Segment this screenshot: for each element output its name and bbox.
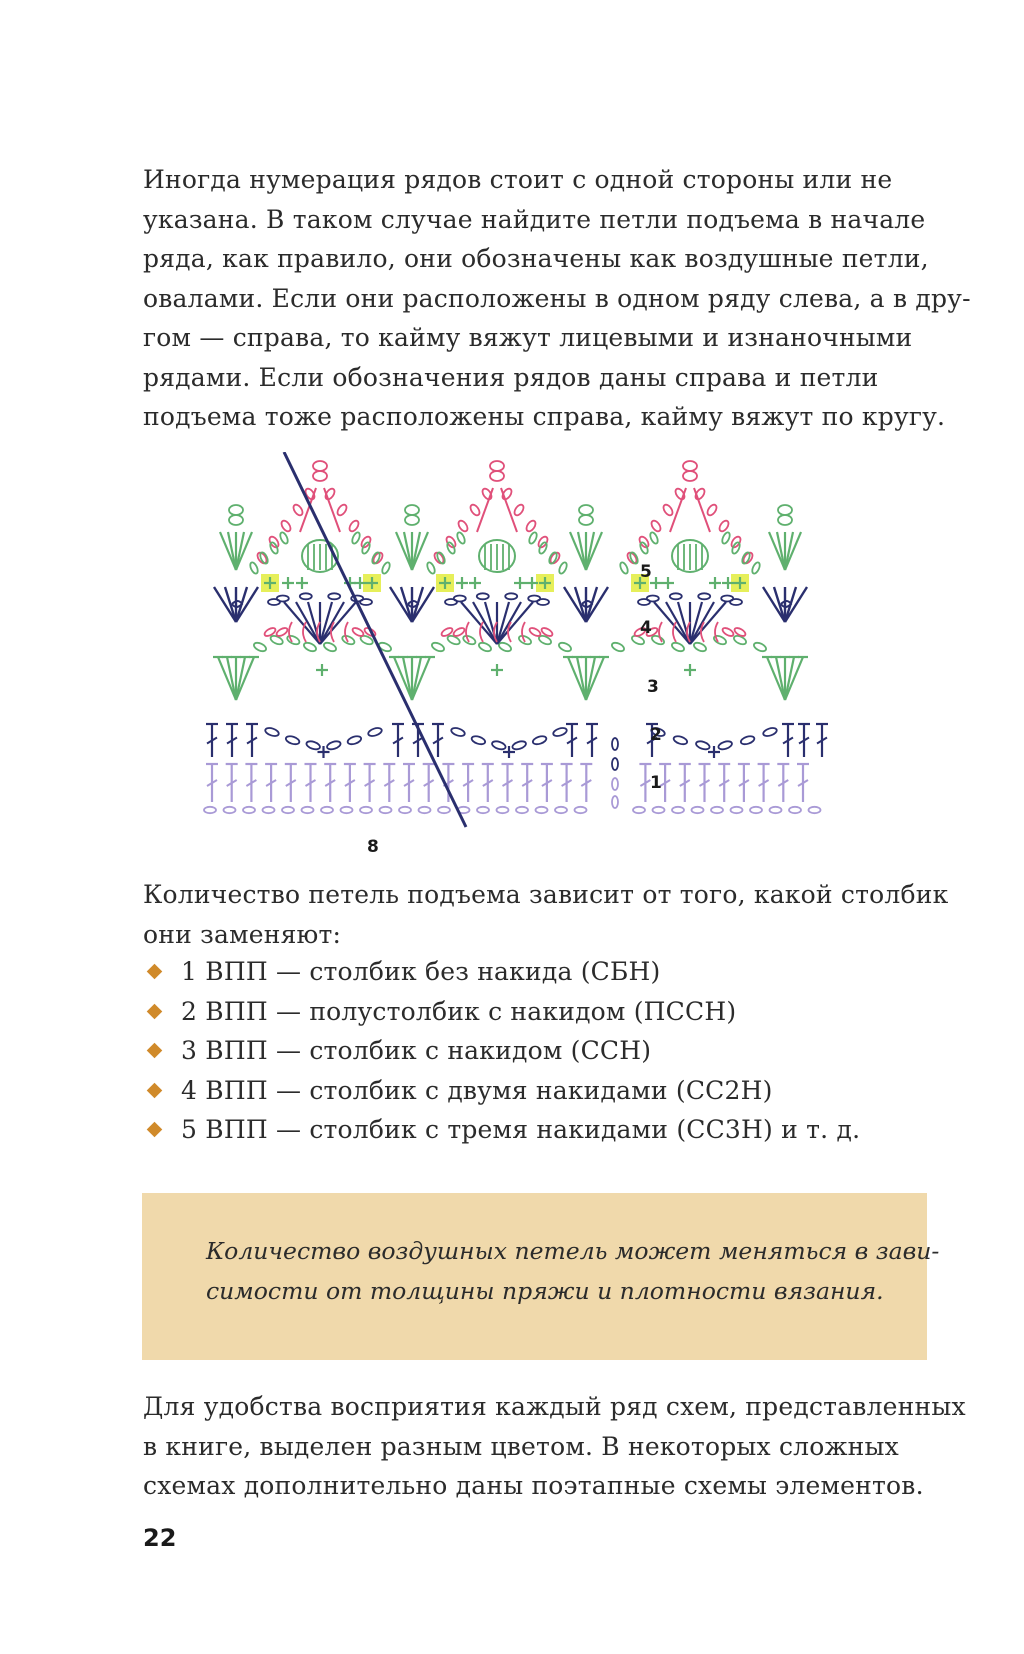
- dc-stitch-icon: [218, 657, 236, 700]
- chain-stitch-icon: [497, 807, 509, 813]
- chain-stitch-icon: [491, 740, 506, 751]
- chain-stitch-icon: [730, 599, 742, 605]
- chain-stitch-icon: [380, 807, 392, 813]
- tr-stitch-icon: [570, 532, 586, 570]
- stitch-paragraph: [143, 875, 949, 954]
- chain-stitch-icon: [419, 807, 431, 813]
- chain-stitch-icon: [477, 807, 489, 813]
- chain-stitch-icon: [692, 807, 704, 813]
- chain-stitch-icon: [456, 531, 467, 544]
- chain-stitch-icon: [505, 593, 517, 599]
- chain-stitch-icon: [671, 641, 686, 653]
- picot-icon: [345, 622, 348, 642]
- chain-stitch-icon: [436, 551, 447, 564]
- picot-icon: [683, 461, 697, 471]
- text-line: Иногда нумерация рядов стоит с одной стороны или не: [143, 165, 893, 194]
- chain-stitch-icon: [633, 807, 645, 813]
- repeat-label: 8: [367, 837, 379, 857]
- chain-stitch-icon: [612, 758, 618, 770]
- chain-stitch-icon: [259, 551, 270, 564]
- dc-stitch-icon: [586, 657, 604, 700]
- text-line: в книге, выделен разным цветом. В некоторых сложных: [143, 1431, 899, 1461]
- picot-icon: [313, 471, 327, 481]
- chain-stitch-icon: [336, 503, 349, 517]
- chain-stitch-icon: [511, 740, 526, 751]
- note-text: [206, 1231, 939, 1311]
- chain-stitch-icon: [612, 738, 618, 750]
- picot-icon: [405, 515, 419, 525]
- chain-stitch-icon: [528, 531, 539, 544]
- text-line: овалами. Если они расположены в одном ряду слева, а в дру-: [143, 283, 971, 313]
- chain-stitch-icon: [360, 807, 372, 813]
- chain-stitch-icon: [243, 807, 255, 813]
- chain-stitch-icon: [399, 807, 411, 813]
- chain-stitch-icon: [292, 503, 305, 517]
- picot-icon: [229, 515, 243, 525]
- dc-stitch-icon: [403, 657, 412, 700]
- chain-stitch-icon: [341, 807, 353, 813]
- chain-stitch-icon: [693, 641, 708, 653]
- chain-stitch-icon: [249, 561, 260, 574]
- chain-stitch-icon: [326, 740, 341, 751]
- chain-stitch-icon: [279, 531, 290, 544]
- row-label-5: 5: [640, 562, 652, 582]
- picot-icon: [490, 471, 504, 481]
- picot-icon: [778, 505, 792, 515]
- text-line: указана. В таком случае найдите петли подъема в начале: [143, 204, 926, 234]
- chain-stitch-icon: [809, 807, 821, 813]
- bullet-diamond-icon: [147, 1003, 163, 1019]
- text-line: подъема тоже расположены справа, кайму вяжут по кругу.: [143, 402, 946, 431]
- chain-stitch-icon: [341, 634, 356, 646]
- chain-stitch-icon: [303, 641, 318, 653]
- chain-stitch-icon: [285, 735, 300, 746]
- chain-stitch-icon: [286, 634, 301, 646]
- chain-stitch-icon: [558, 641, 573, 653]
- chain-stitch-icon: [513, 503, 526, 517]
- chain-stitch-icon: [431, 641, 446, 653]
- chain-stitch-icon: [275, 626, 288, 637]
- note-box: [142, 1193, 940, 1360]
- chain-stitch-icon: [498, 641, 513, 653]
- dc-stitch-icon: [568, 657, 586, 700]
- chain-stitch-icon: [647, 595, 659, 601]
- crochet-diagram: [200, 452, 860, 862]
- chain-stitch-icon: [717, 740, 732, 751]
- chain-stitch-icon: [367, 727, 382, 738]
- row-label-1: 1: [650, 773, 662, 793]
- chain-stitch-icon: [328, 593, 340, 599]
- chain-stitch-icon: [649, 531, 660, 544]
- tr-stitch-icon: [785, 587, 807, 622]
- chain-stitch-icon: [426, 561, 437, 574]
- chain-stitch-icon: [672, 807, 684, 813]
- chain-stitch-icon: [695, 740, 710, 751]
- dc-stitch-icon: [577, 657, 586, 700]
- chain-stitch-icon: [552, 727, 567, 738]
- chain-stitch-icon: [454, 595, 466, 601]
- list-item: 2 ВПП — полустолбик с накидом (ПССН): [143, 992, 860, 1032]
- tr-stitch-icon: [578, 532, 586, 570]
- dc-stitch-icon: [394, 657, 412, 700]
- dc-stitch-icon: [236, 657, 254, 700]
- chain-stitch-icon: [751, 561, 762, 574]
- chain-stitch-icon: [282, 807, 294, 813]
- chain-stitch-icon: [612, 796, 618, 808]
- chain-stitch-icon: [612, 778, 618, 790]
- chain-stitch-icon: [548, 551, 559, 564]
- text-line: схемах дополнительно даны поэтапные схемы элементов.: [143, 1471, 924, 1500]
- tr-stitch-icon: [396, 532, 412, 570]
- dc-stitch-icon: [785, 657, 803, 700]
- chain-stitch-icon: [721, 626, 734, 637]
- chain-stitch-icon: [457, 519, 470, 533]
- dc-stitch-icon: [586, 657, 595, 700]
- chain-stitch-icon: [224, 807, 236, 813]
- chain-stitch-icon: [558, 561, 569, 574]
- chain-stitch-icon: [753, 641, 768, 653]
- dc-stitch-icon: [236, 657, 245, 700]
- chain-stitch-icon: [721, 531, 732, 544]
- chain-stitch-icon: [438, 807, 450, 813]
- tr-stitch-icon: [575, 587, 586, 622]
- chain-stitch-icon: [323, 641, 338, 653]
- bullet-diamond-icon: [147, 1082, 163, 1098]
- tr-stitch-icon: [412, 532, 428, 570]
- picot-icon: [522, 622, 525, 642]
- picot-icon: [778, 515, 792, 525]
- list-item: 3 ВПП — столбик с накидом (ССН): [143, 1031, 860, 1071]
- chain-stitch-icon: [629, 551, 640, 564]
- page-number: 22: [143, 1524, 177, 1552]
- bullet-diamond-icon: [147, 964, 163, 980]
- tr-stitch-icon: [236, 587, 258, 622]
- list-item: 5 ВПП — столбик с тремя накидами (СС3Н) и т. д.: [143, 1110, 860, 1150]
- picot-icon: [579, 505, 593, 515]
- chain-stitch-icon: [750, 807, 762, 813]
- tr-stitch-icon: [785, 532, 801, 570]
- chain-stitch-icon: [462, 634, 477, 646]
- diagram-symbols: [204, 461, 828, 813]
- tr-stitch-icon: [401, 587, 412, 622]
- chain-stitch-icon: [280, 519, 293, 533]
- dc-stitch-icon: [412, 657, 421, 700]
- chain-stitch-icon: [347, 735, 362, 746]
- tr-stitch-icon: [220, 532, 236, 570]
- dc-stitch-icon: [412, 657, 430, 700]
- chain-stitch-icon: [718, 519, 731, 533]
- chain-stitch-icon: [263, 807, 275, 813]
- tr-stitch-icon: [404, 532, 412, 570]
- row-label-2: 2: [650, 725, 662, 745]
- chain-stitch-icon: [706, 503, 719, 517]
- picot-icon: [466, 622, 469, 642]
- chain-stitch-icon: [555, 807, 567, 813]
- list-item: 1 ВПП — столбик без накида (СБН): [143, 952, 860, 992]
- text-line: симости от толщины пряжи и плотности вязания.: [206, 1277, 884, 1305]
- dc-fan-icon: [296, 602, 320, 644]
- chain-stitch-icon: [619, 561, 630, 574]
- chain-stitch-icon: [360, 599, 372, 605]
- tr-stitch-icon: [586, 532, 594, 570]
- picot-icon: [579, 515, 593, 525]
- dc-fan-icon: [666, 602, 690, 644]
- chain-stitch-icon: [525, 519, 538, 533]
- chain-stitch-icon: [731, 807, 743, 813]
- tr-stitch-icon: [785, 532, 793, 570]
- picot-icon: [313, 461, 327, 471]
- closing-paragraph: [143, 1387, 966, 1506]
- chain-stitch-icon: [575, 807, 587, 813]
- tr-stitch-icon: [774, 587, 785, 622]
- chain-stitch-icon: [711, 807, 723, 813]
- chain-stitch-icon: [478, 641, 493, 653]
- chain-stitch-icon: [662, 503, 675, 517]
- chain-stitch-icon: [477, 593, 489, 599]
- chain-stitch-icon: [351, 626, 364, 637]
- picot-icon: [405, 505, 419, 515]
- dc-stitch-icon: [785, 657, 794, 700]
- text-line: ряда, как правило, они обозначены как воздушные петли,: [143, 244, 929, 273]
- chain-stitch-icon: [528, 626, 541, 637]
- tr-stitch-icon: [769, 532, 785, 570]
- text-line: Количество петель подъема зависит от того, какой столбик: [143, 880, 949, 909]
- tr-stitch-icon: [777, 532, 785, 570]
- chain-stitch-icon: [300, 593, 312, 599]
- chain-stitch-icon: [371, 551, 382, 564]
- text-line: Для удобства восприятия каждый ряд схем, представленных: [143, 1392, 966, 1421]
- chain-stitch-icon: [670, 593, 682, 599]
- chain-stitch-icon: [518, 634, 533, 646]
- bullet-diamond-icon: [147, 1043, 163, 1059]
- chain-stitch-icon: [673, 735, 688, 746]
- dc-stitch-icon: [776, 657, 785, 700]
- dc-stitch-icon: [767, 657, 785, 700]
- chain-stitch-icon: [516, 807, 528, 813]
- dc-fan-icon: [473, 602, 497, 644]
- chain-stitch-icon: [321, 807, 333, 813]
- turning-chain-list: [143, 952, 860, 1150]
- picot-icon: [715, 622, 718, 642]
- dc-stitch-icon: [227, 657, 236, 700]
- chain-stitch-icon: [611, 641, 626, 653]
- chain-stitch-icon: [264, 727, 279, 738]
- chain-stitch-icon: [653, 807, 665, 813]
- intro-paragraph: [143, 160, 971, 437]
- picot-icon: [490, 461, 504, 471]
- text-line: Количество воздушных петель может меняться в зави-: [206, 1237, 940, 1265]
- tr-stitch-icon: [228, 532, 236, 570]
- chain-stitch-icon: [741, 551, 752, 564]
- chain-stitch-icon: [305, 740, 320, 751]
- bullet-diamond-icon: [147, 1122, 163, 1138]
- chain-stitch-icon: [536, 807, 548, 813]
- picot-icon: [683, 471, 697, 481]
- tr-stitch-icon: [412, 587, 434, 622]
- chain-stitch-icon: [302, 807, 314, 813]
- chain-stitch-icon: [740, 735, 755, 746]
- chain-stitch-icon: [532, 735, 547, 746]
- chain-stitch-icon: [469, 503, 482, 517]
- tr-stitch-icon: [586, 532, 602, 570]
- tr-stitch-icon: [236, 532, 244, 570]
- list-item: 4 ВПП — столбик с двумя накидами (СС2Н): [143, 1071, 860, 1111]
- chain-stitch-icon: [253, 641, 268, 653]
- chain-stitch-icon: [537, 599, 549, 605]
- text-line: рядами. Если обозначения рядов даны справа и петли: [143, 362, 879, 392]
- chain-stitch-icon: [450, 727, 465, 738]
- chain-stitch-icon: [348, 519, 361, 533]
- text-line: они заменяют:: [143, 919, 342, 949]
- chain-stitch-icon: [770, 807, 782, 813]
- picot-icon: [289, 622, 292, 642]
- chain-stitch-icon: [789, 807, 801, 813]
- tr-stitch-icon: [225, 587, 236, 622]
- chain-stitch-icon: [381, 561, 392, 574]
- tr-stitch-icon: [586, 587, 608, 622]
- tr-stitch-icon: [412, 532, 420, 570]
- row-label-3: 3: [647, 677, 659, 697]
- chain-stitch-icon: [650, 519, 663, 533]
- chain-stitch-icon: [277, 595, 289, 601]
- row-label-4: 4: [640, 618, 652, 638]
- chain-stitch-icon: [204, 807, 216, 813]
- chain-stitch-icon: [351, 531, 362, 544]
- chain-stitch-icon: [471, 735, 486, 746]
- text-line: гом — справа, то кайму вяжут лицевыми и изнаночными: [143, 323, 913, 352]
- chain-stitch-icon: [698, 593, 710, 599]
- chain-stitch-icon: [762, 727, 777, 738]
- picot-icon: [229, 505, 243, 515]
